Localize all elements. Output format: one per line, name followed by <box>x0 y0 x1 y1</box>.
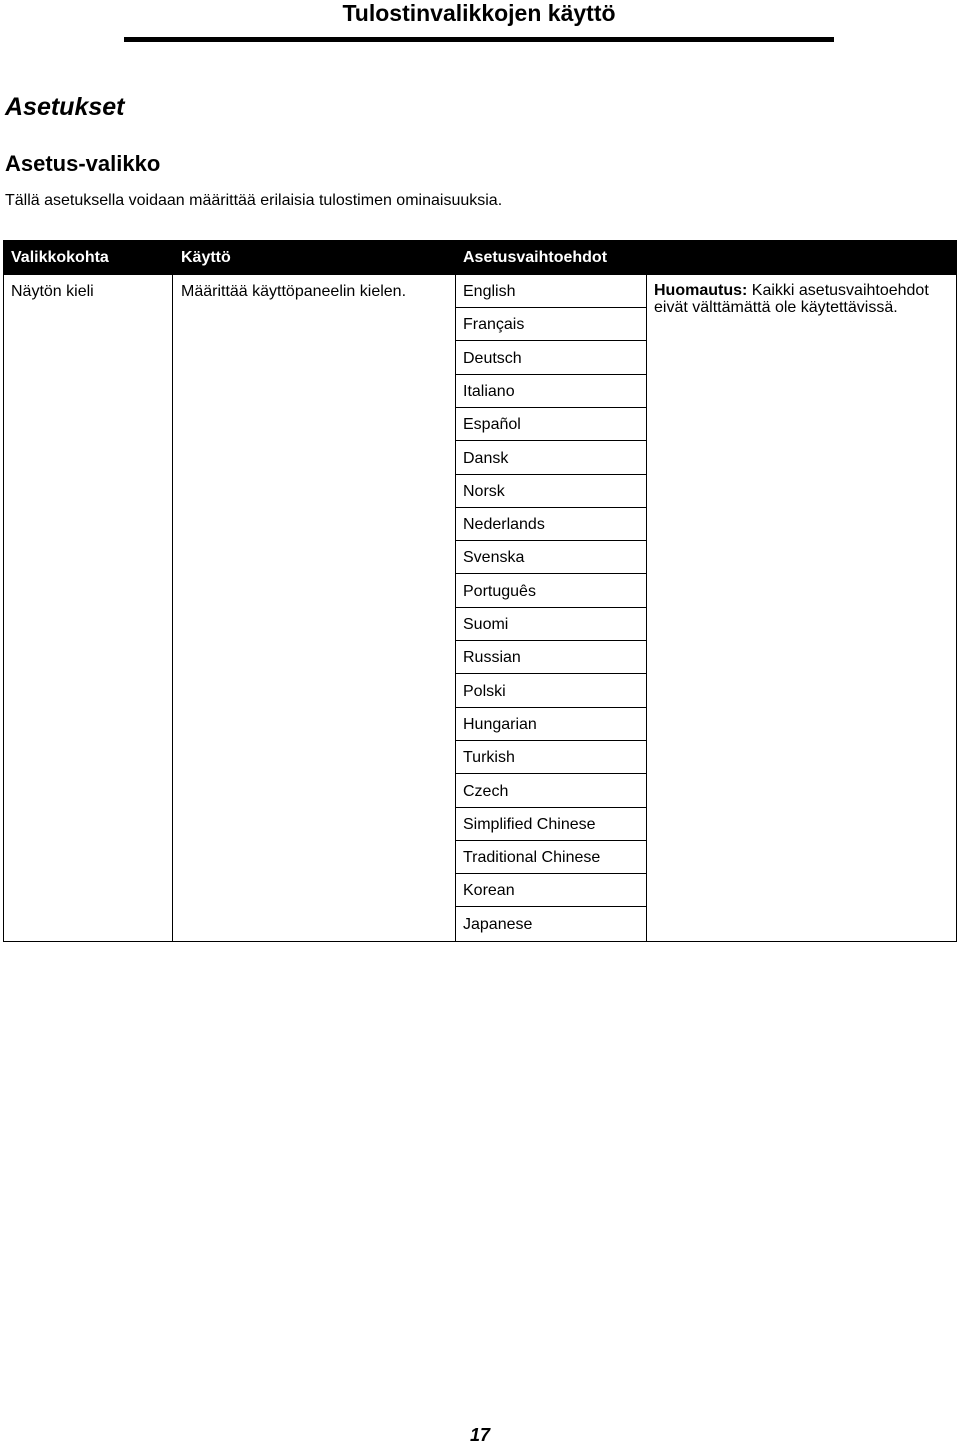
option-label: Turkish <box>463 749 515 767</box>
option-item <box>456 508 646 541</box>
option-item <box>456 641 646 674</box>
option-label: Czech <box>463 782 509 800</box>
usage-cell: Määrittää käyttöpaneelin kielen. <box>181 283 407 300</box>
option-label: Nederlands <box>463 516 545 534</box>
menu-item-cell: Näytön kieli <box>11 283 94 300</box>
settings-table <box>3 240 957 942</box>
option-label: Dansk <box>463 449 509 467</box>
option-label: Deutsch <box>463 349 522 367</box>
option-label: Norsk <box>463 482 505 500</box>
option-item <box>456 841 646 874</box>
column-divider <box>172 275 173 941</box>
menu-title: Asetus-valikko <box>5 151 161 176</box>
header-rule <box>124 37 834 42</box>
option-label: Svenska <box>463 549 525 567</box>
option-label: Korean <box>463 882 515 900</box>
section-title: Asetukset <box>5 93 125 121</box>
option-label: English <box>463 283 516 300</box>
option-item <box>456 375 646 408</box>
option-item <box>456 575 646 608</box>
option-label: Hungarian <box>463 715 537 733</box>
option-label: Suomi <box>463 616 509 633</box>
option-label: Simplified Chinese <box>463 815 596 833</box>
option-item <box>456 442 646 475</box>
page-header-title: Tulostinvalikkojen käyttö <box>342 0 616 26</box>
option-item <box>456 741 646 774</box>
option-label: Italiano <box>463 382 515 400</box>
option-label: Traditional Chinese <box>463 849 601 867</box>
note-cell <box>654 282 954 316</box>
option-item <box>456 408 646 441</box>
option-item <box>456 708 646 741</box>
column-divider <box>646 275 647 941</box>
column-header-menu-item: Valikkokohta <box>11 249 109 266</box>
option-label: Japanese <box>463 915 533 933</box>
intro-text: Tällä asetuksella voidaan määrittää erilaisia tulostimen ominaisuuksia. <box>5 192 503 209</box>
table-header <box>3 240 957 275</box>
option-label: Português <box>463 582 536 600</box>
option-item <box>456 775 646 808</box>
option-item <box>456 475 646 508</box>
option-item <box>456 874 646 907</box>
option-item <box>456 342 646 375</box>
option-label: Français <box>463 316 525 334</box>
column-header-options: Asetusvaihtoehdot <box>463 249 608 266</box>
option-item <box>456 908 646 941</box>
option-item <box>456 275 646 308</box>
note-label: Huomautus: <box>654 282 748 299</box>
option-label: Polski <box>463 682 506 700</box>
page-number: 17 <box>469 1425 491 1445</box>
option-label: Español <box>463 416 521 434</box>
column-header-usage: Käyttö <box>181 249 231 266</box>
option-item <box>456 808 646 841</box>
option-item <box>456 308 646 341</box>
note-text: Kaikki asetusvaihtoehdot eivät välttämättä ole käytettävissä. <box>654 282 929 316</box>
option-label: Russian <box>463 649 521 667</box>
option-item <box>456 675 646 708</box>
option-item <box>456 541 646 574</box>
options-list <box>456 275 646 941</box>
option-item <box>456 608 646 641</box>
table-row <box>3 275 957 942</box>
